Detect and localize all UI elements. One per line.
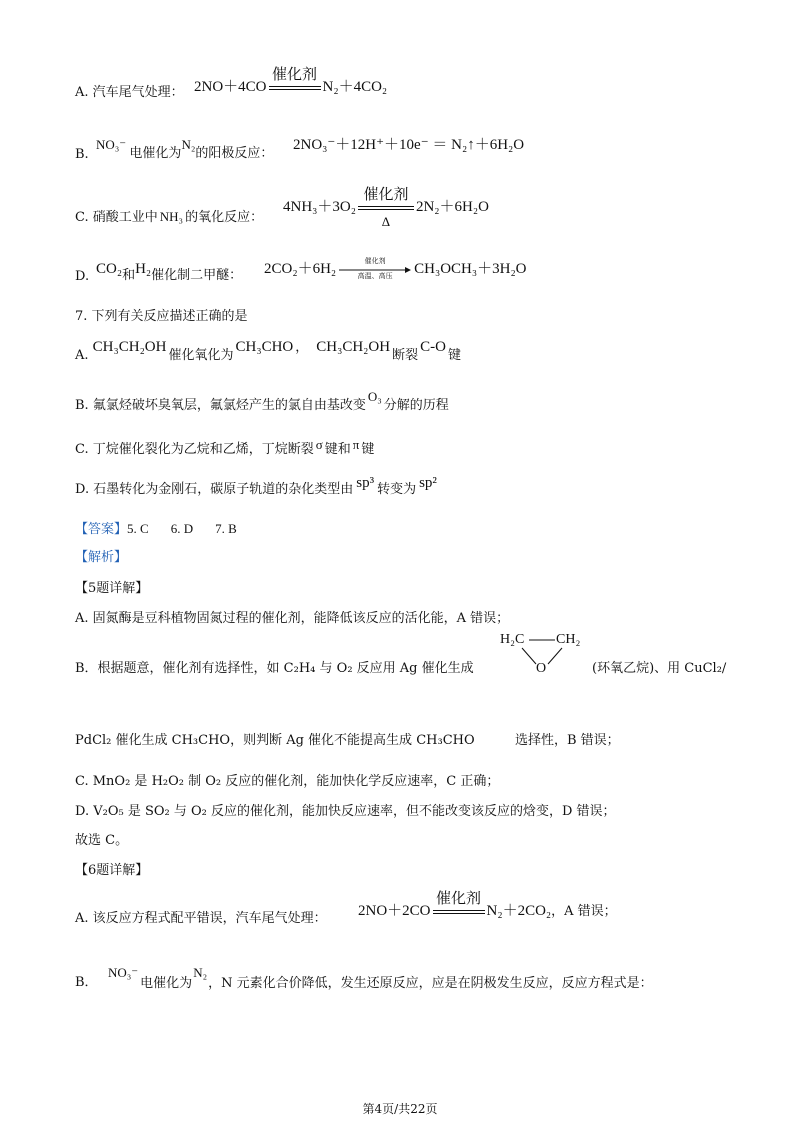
page-footer: 第4页/共22页: [362, 1102, 438, 1116]
epoxyethane-structure: H₂C CH₂ O: [500, 628, 584, 676]
analysis-tag: 【解析】: [75, 550, 128, 565]
equation-6b: 2NO₃⁻＋12H⁺＋10e⁻ ＝ N₂↑＋6H₂O: [293, 137, 525, 153]
detail-5-c: C. MnO₂ 是 H₂O₂ 制 O₂ 反应的催化剂，能加快化学反应速率，C 正确；: [75, 774, 500, 789]
equilibrium-arrow: 催化剂 Δ: [358, 206, 414, 210]
option-6d: D.: [75, 269, 90, 284]
equation-6a: 2NO＋4CO 催化剂 N₂＋4CO₂: [194, 66, 388, 95]
detail-6-b-body: NO₃⁻电催化为N₂，N 元素化合价降低，发生还原反应，应是在阴极发生反应，反应方程式是：: [108, 965, 653, 991]
reaction-arrow: 催化剂 高温、高压: [339, 267, 411, 273]
equation-6a-corrected: 2NO＋2CO 催化剂 N₂＋2CO₂，A 错误；: [358, 890, 617, 919]
detail-5-b-line1: B．根据题意，催化剂有选择性，如 C₂H₄ 与 O₂ 反应用 Ag 催化生成: [75, 661, 474, 676]
detail-6-title: 【6题详解】: [75, 863, 149, 878]
option-7d: D. 石墨转化为金刚石，碳原子轨道的杂化类型由 sp³ 转变为 sp²: [75, 475, 437, 497]
equilibrium-arrow: 催化剂: [269, 86, 321, 90]
option-6d-species: CO₂和H₂催化制二甲醚：: [96, 261, 243, 283]
epoxide-bonds: [500, 628, 584, 676]
detail-5-d: D. V₂O₅ 是 SO₂ 与 O₂ 反应的催化剂，能加快反应速率，但不能改变该反应的焓变，D 错误；: [75, 804, 616, 819]
answer-line: 【答案】5. C 6. D 7. B: [75, 521, 237, 537]
equilibrium-arrow: 催化剂: [433, 910, 485, 914]
detail-5-b-line1-tail: (环氧乙烷)、用 CuCl₂/: [592, 661, 727, 676]
detail-5-b-line2: PdCl₂ 催化生成 CH₃CHO，则判断 Ag 催化不能提高生成 CH₃CHO: [75, 733, 475, 748]
equation-6c: 4NH₃＋3O₂ 催化剂 Δ 2N₂＋6H₂O: [283, 186, 489, 229]
detail-5-conclusion: 故选 C。: [75, 833, 129, 848]
detail-5-title: 【5题详解】: [75, 581, 149, 596]
option-6b: B.: [75, 147, 89, 162]
detail-5-a: A. 固氮酶是豆科植物固氮过程的催化剂，能降低该反应的活化能，A 错误；: [75, 611, 510, 626]
question-7-stem: 7. 下列有关反应描述正确的是: [75, 309, 248, 324]
option-7c: C. 丁烷催化裂化为乙烷和乙烯，丁烷断裂 σ 键和 π 键: [75, 437, 375, 457]
option-7b: B. 氟氯烃破坏臭氧层，氟氯烃产生的氯自由基改变O₃分解的历程: [75, 389, 449, 413]
detail-5-b-line2-tail: 选择性，B 错误；: [515, 733, 620, 748]
detail-6-a: A. 该反应方程式配平错误，汽车尾气处理：: [75, 911, 327, 926]
equation-6d: 2CO₂＋6H₂ 催化剂 高温、高压 CH₃OCH₃＋3H₂O: [264, 256, 527, 280]
detail-6-b: B．: [75, 975, 98, 990]
option-6a: A. 汽车尾气处理：: [75, 85, 184, 100]
option-6b-species: NO₃⁻ 电催化为N₂的阳极反应：: [96, 137, 274, 161]
option-7a: A. CH₃CH₂OH催化氧化为CH₃CHO ， CH₃CH₂OH断裂C-O键: [75, 339, 461, 363]
option-6c: C. 硝酸工业中 NH₃ 的氧化反应：: [75, 209, 264, 225]
